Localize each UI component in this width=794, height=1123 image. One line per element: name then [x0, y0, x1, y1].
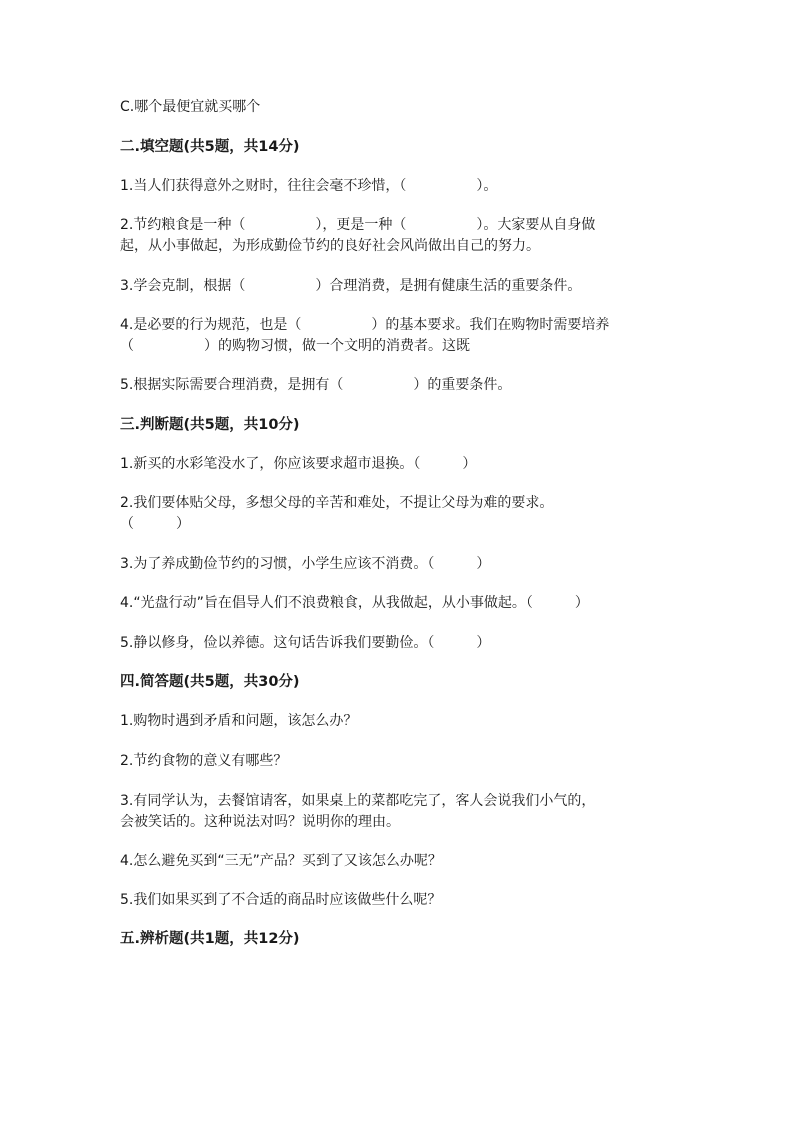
fill-question-1: 1.当人们获得意外之财时，往往会毫不珍惜，（ ）。: [120, 178, 498, 194]
tf-question-2: 2.我们要体贴父母，多想父母的辛苦和难处，不提让父母为难的要求。: [120, 495, 554, 511]
fill-question-4: 4.是必要的行为规范，也是（ ）的基本要求。我们在购物时需要培养: [120, 317, 610, 333]
section-heading-analysis: 五.辨析题(共1题，共12分): [120, 931, 300, 947]
section-heading-fill-blank: 二.填空题(共5题，共14分): [120, 139, 300, 155]
fill-question-2: 2.节约粮食是一种（ ），更是一种（ ）。大家要从自身做: [120, 217, 596, 233]
tf-question-4: 4.“光盘行动”旨在倡导人们不浪费粮食，从我做起，从小事做起。（ ）: [120, 595, 589, 611]
fill-question-5: 5.根据实际需要合理消费，是拥有（ ）的重要条件。: [120, 377, 512, 393]
section-heading-short-answer: 四.简答题(共5题，共30分): [120, 674, 300, 690]
tf-question-3: 3.为了养成勤俭节约的习惯，小学生应该不消费。（ ）: [120, 556, 491, 572]
sa-question-3-cont: 会被笑话的。这种说法对吗？说明你的理由。: [120, 814, 400, 830]
fill-question-3: 3.学会克制，根据（ ）合理消费，是拥有健康生活的重要条件。: [120, 278, 582, 294]
fill-question-4-cont: （ ）的购物习惯，做一个文明的消费者。这既: [120, 338, 470, 354]
fill-question-2-cont: 起，从小事做起，为形成勤俭节约的良好社会风尚做出自己的努力。: [120, 238, 540, 254]
sa-question-3: 3.有同学认为，去餐馆请客，如果桌上的菜都吃完了，客人会说我们小气的，: [120, 793, 596, 809]
tf-question-2-cont: （ ）: [120, 516, 190, 532]
option-c: C.哪个最便宜就买哪个: [120, 99, 261, 115]
sa-question-1: 1.购物时遇到矛盾和问题，该怎么办？: [120, 713, 358, 729]
tf-question-5: 5.静以修身，俭以养德。这句话告诉我们要勤俭。（ ）: [120, 635, 491, 651]
sa-question-4: 4.怎么避免买到“三无”产品？买到了又该怎么办呢？: [120, 853, 442, 869]
tf-question-1: 1.新买的水彩笔没水了，你应该要求超市退换。（ ）: [120, 456, 477, 472]
sa-question-2: 2.节约食物的意义有哪些？: [120, 753, 288, 769]
section-heading-true-false: 三.判断题(共5题，共10分): [120, 417, 300, 433]
sa-question-5: 5.我们如果买到了不合适的商品时应该做些什么呢？: [120, 892, 442, 908]
